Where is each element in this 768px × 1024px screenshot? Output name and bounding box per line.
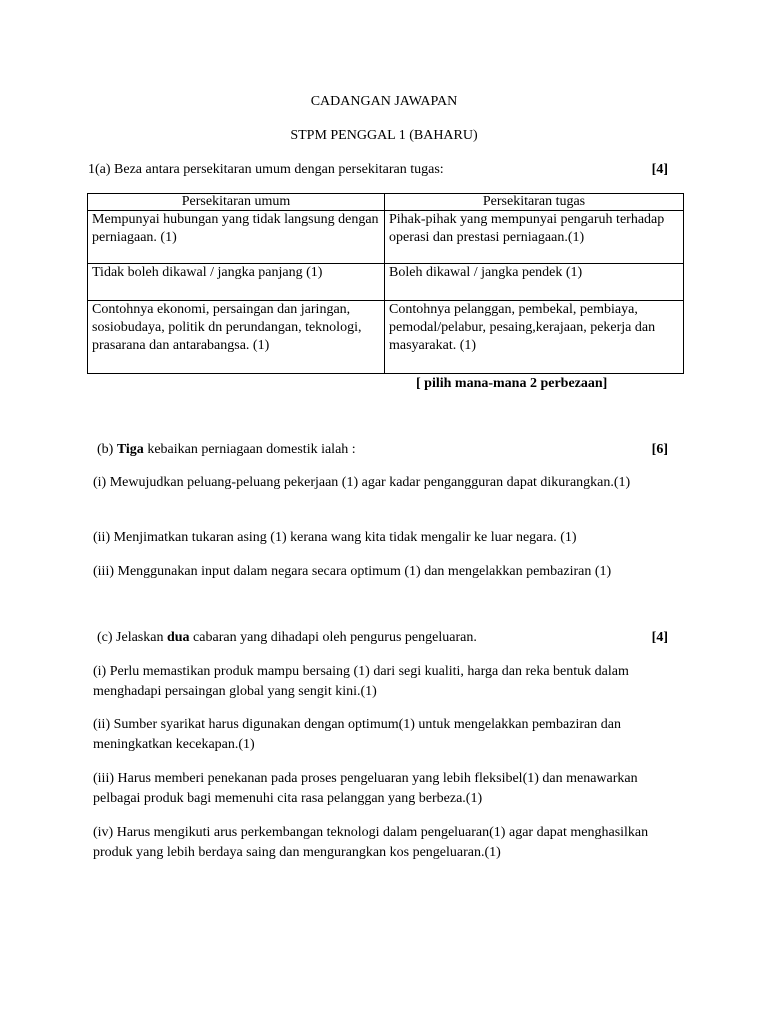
- table-note: [ pilih mana-mana 2 perbezaan]: [416, 376, 608, 391]
- question-1c-text: cabaran yang dihadapi oleh pengurus pengeluaran.: [189, 630, 477, 645]
- question-1b-marks: [6]: [651, 442, 668, 457]
- answer-1c-i: (i) Perlu memastikan produk mampu bersaing (1) dari segi kualiti, harga dan reka bentuk dalam menghadapi persaingan global yang sengit kini.(1): [93, 664, 629, 699]
- table-row: [88, 211, 684, 264]
- question-1a: 1(a) Beza antara persekitaran umum dengan persekitaran tugas:: [88, 162, 444, 177]
- table-cell: Boleh dikawal / jangka pendek (1): [385, 264, 684, 301]
- document-subtitle: STPM PENGGAL 1 (BAHARU): [290, 128, 478, 143]
- answer-1b-ii: (ii) Menjimatkan tukaran asing (1) kerana wang kita tidak mengalir ke luar negara. (1): [93, 530, 577, 545]
- question-1b-prefix: (b): [97, 442, 117, 457]
- document-title: CADANGAN JAWAPAN: [310, 94, 458, 109]
- question-1c: [97, 629, 668, 647]
- column-header: Persekitaran umum: [88, 194, 385, 211]
- question-1c-keyword: dua: [166, 630, 190, 645]
- answer-1c-iv: (iv) Harus mengikuti arus perkembangan teknologi dalam pengeluaran(1) agar dapat menghasilkan produk yang lebih berdaya saing dan mengurangkan kos pengeluaran.(1): [93, 825, 649, 860]
- question-1c-prefix: (c) Jelaskan: [97, 630, 167, 645]
- table-row: [88, 301, 684, 374]
- table-cell: Contohnya pelanggan, pembekal, pembiaya, pemodal/pelabur, pesaing,kerajaan, pekerja dan masyarakat. (1): [385, 301, 684, 374]
- question-1b: [97, 441, 668, 459]
- question-1a-marks: [4]: [651, 162, 668, 177]
- table-cell: Tidak boleh dikawal / jangka panjang (1): [88, 264, 385, 301]
- table-header-row: [88, 194, 684, 211]
- answer-1c-iii: (iii) Harus memberi penekanan pada proses pengeluaran yang lebih fleksibel(1) dan menawarkan pelbagai produk bagi memenuhi cita rasa pelanggan yang berbeza.(1): [93, 771, 638, 806]
- column-header: Persekitaran tugas: [385, 194, 684, 211]
- question-1b-text: kebaikan perniagaan domestik ialah :: [143, 442, 356, 457]
- question-1b-keyword: Tiga: [116, 442, 144, 457]
- table-cell: Pihak-pihak yang mempunyai pengaruh terhadap operasi dan prestasi perniagaan.(1): [385, 211, 684, 264]
- table-cell: Mempunyai hubungan yang tidak langsung dengan perniagaan. (1): [88, 211, 385, 264]
- table-cell: Contohnya ekonomi, persaingan dan jaringan, sosiobudaya, politik dn perundangan, teknologi, prasarana dan antarabangsa. (1): [88, 301, 385, 374]
- answer-1b-iii: (iii) Menggunakan input dalam negara secara optimum (1) dan mengelakkan pembaziran (1): [93, 564, 612, 579]
- table-row: [88, 264, 684, 301]
- comparison-table: [87, 193, 684, 374]
- answer-1c-ii: (ii) Sumber syarikat harus digunakan dengan optimum(1) untuk mengelakkan pembaziran dan meningkatkan kecekapan.(1): [93, 717, 621, 752]
- question-1c-marks: [4]: [651, 630, 668, 645]
- answer-1b-i: (i) Mewujudkan peluang-peluang pekerjaan (1) agar kadar pengangguran dapat dikurangkan.(1): [93, 475, 631, 490]
